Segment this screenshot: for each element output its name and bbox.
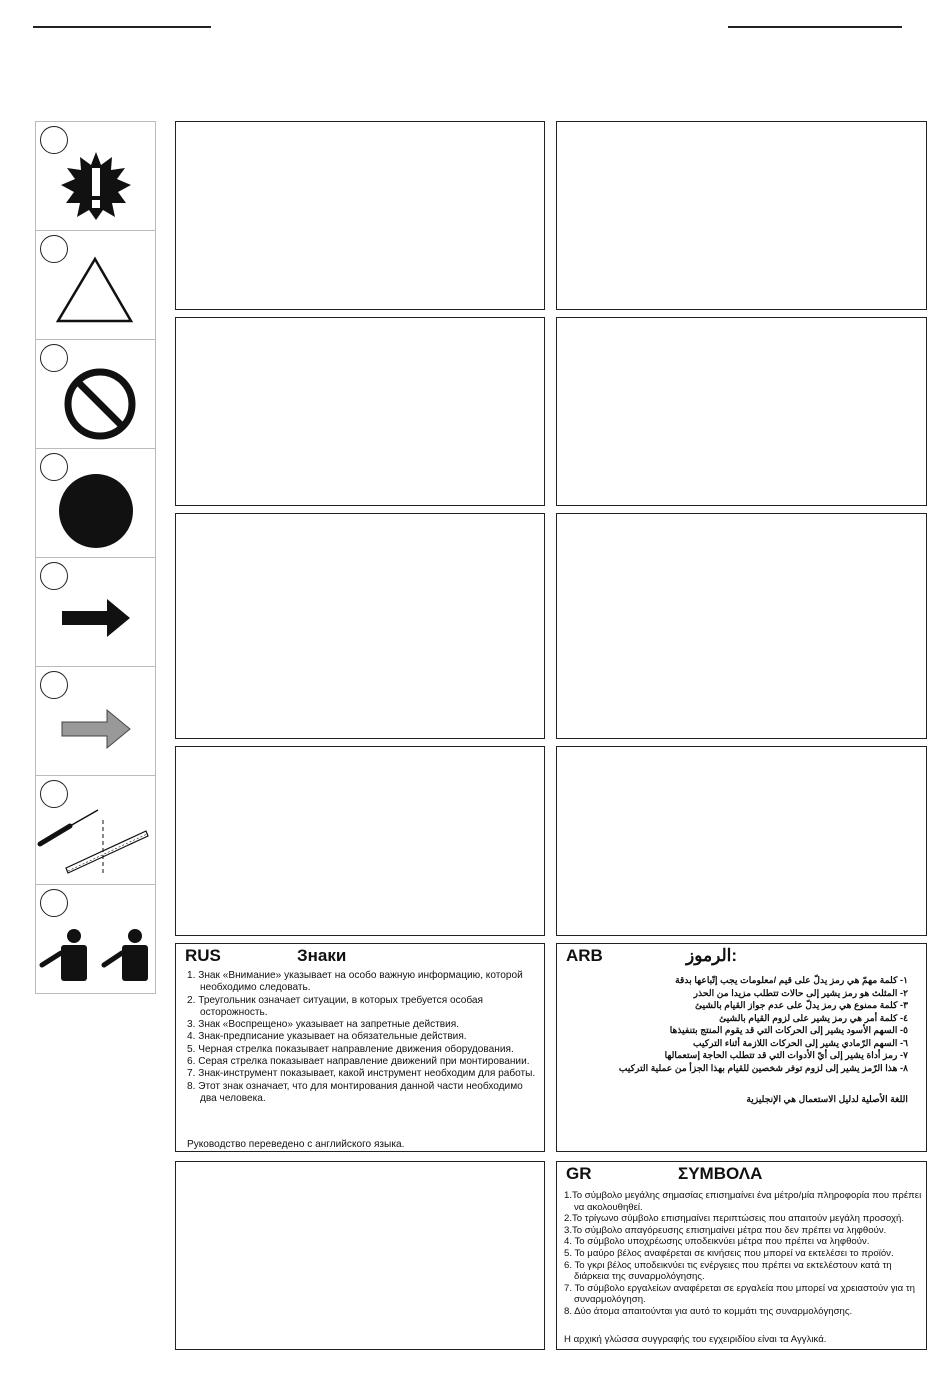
language-box-empty [175,513,545,739]
language-box-gr [556,1161,927,1350]
list-item: 4. Знак-предписание указывает на обязательные действия. [187,1031,467,1043]
list-item: 8. Этот знак означает, что для монтирования данной части необходимо два человека. [187,1080,523,1104]
language-box-empty [175,317,545,506]
triangle-icon [36,231,155,339]
list-item: ٧- رمز أداة يشير إلى أيّ الأدوات التي قد تتطلب الحاجة إستعمالها [664,1050,908,1060]
box-title: الرموز: [686,946,738,965]
list-item: ٣- كلمة ممنوع هي رمز يدلّ على عدم جواز القيام بالشيئ [694,1000,908,1010]
symbol-description-list [564,1190,922,1318]
list-item: 8. Δύο άτομα απαιτούνται για αυτό το κομμάτι της συναρμολόγησης. [564,1305,853,1317]
list-item: ٤- كلمة أمر هي رمز يشير على لزوم القيام بالشيئ [719,1012,908,1023]
language-box-empty [175,1161,545,1350]
list-item: 7. Το σύμβολο εργαλείων αναφέρεται σε εργαλεία που μπορεί να χρειαστούν για τη συναρμολόγηση. [564,1282,915,1306]
symbol-cell-2 [35,230,156,339]
language-code: ARB [566,946,603,965]
list-item: 2. Треугольник означает ситуации, в которых требуется особая осторожность. [187,994,484,1018]
list-item: ٥- السهم الأسود يشير إلى الحركات التي قد يقوم المنتج بتنفيذها [669,1025,908,1035]
list-item: 7. Знак-инструмент показывает, какой инструмент необходим для работы. [187,1068,536,1080]
symbol-description-list [187,970,540,1105]
symbol-cell-8 [35,884,156,994]
symbol-cell-4 [35,448,156,557]
black-circle-icon [36,449,155,557]
box-heading [566,1164,762,1184]
language-box-empty [175,746,545,936]
list-item: ٨- هذا الرّمز يشير إلى لزوم توفر شخصين للقيام بهذا الجزأ من عملية التركيب [618,1062,908,1073]
language-code: RUS [185,946,221,965]
prohibition-icon [36,340,155,448]
list-item: 5. Черная стрелка показывает направление движения оборудования. [187,1043,514,1055]
language-box-empty [556,317,927,506]
box-heading [185,946,346,966]
list-item: 1.Το σύμβολο μεγάλης σημασίας επισημαίνει ένα μέτρο/μία πληροφορία που πρέπει να ακολουθηθεί. [564,1190,922,1213]
list-item: 6. Серая стрелка показывает направление движений при монтировании. [187,1056,530,1068]
language-box-empty [556,121,927,310]
screwdriver-icon [36,776,155,884]
language-box-rus [175,943,545,1152]
symbol-cell-3 [35,339,156,448]
header-rule-right [728,26,902,28]
box-title: ΣΥΜΒΟΛΑ [678,1164,763,1183]
symbol-icon-column [35,121,155,994]
symbol-cell-7 [35,775,156,884]
list-item: ٦- السهم الرّمادي يشير إلى الحركات اللازمة أثناء التركيب [693,1037,908,1048]
translation-note: Руководство переведено с английского языка. [187,1139,405,1150]
two-persons-icon [36,885,155,993]
translation-note: Η αρχική γλώσσα συγγραφής του εγχειριδίου είναι τα Αγγλικά. [564,1334,827,1345]
exclamation-burst-icon [36,122,155,230]
black-arrow-icon [36,558,155,666]
language-box-empty [556,513,927,739]
translation-note: اللغة الأصلية لدليل الاستعمال هي الإنجليزية [746,1094,908,1104]
language-box-empty [175,121,545,310]
symbol-cell-6 [35,666,156,775]
list-item: ١- كلمة مهمّ هي رمز يدلّ على قيم /معلومات يجب إتّباعها بدقة [675,975,908,985]
language-box-arb [556,943,927,1152]
header-rule-left [33,26,211,28]
list-item: 3. Знак «Воспрещено» указывает на запретные действия. [187,1019,460,1031]
list-item: 1. Знак «Внимание» указывает на особо важную информацию, которой необходимо следовать. [187,970,523,994]
list-item: 4. Το σύμβολο υποχρέωσης υποδεικνύει μέτρα που πρέπει να ληφθούν. [564,1236,870,1248]
list-item: ٢- المثلث هو رمز يشير إلى حالات تتطلب مزيدا من الحذر [693,987,908,998]
language-box-empty [556,746,927,936]
list-item: 6. Το γκρι βέλος υποδεικνύει τις ενέργειες που πρέπει να εκτελέστουν κατά τη διάρκεια της συναρμολόγησης. [564,1259,892,1283]
box-heading [566,946,896,966]
symbol-cell-1 [35,121,156,230]
grey-arrow-icon [36,667,155,775]
language-code: GR [566,1164,592,1183]
symbol-cell-5 [35,557,156,666]
box-title: Знаки [297,946,347,965]
list-item: 2.Το τρίγωνο σύμβολο επισημαίνει περιπτώσεις που απαιτούν μεγάλη προσοχή. [564,1213,905,1225]
list-item: 5. Το μαύρο βέλος αναφέρεται σε κινήσεις που μπορεί να εκτελέσει το προϊόν. [564,1247,894,1259]
symbol-description-list [578,974,908,1074]
list-item: 3.Το σύμβολο απαγόρευσης επισημαίνει μέτρα που δεν πρέπει να ληφθούν. [564,1224,887,1236]
